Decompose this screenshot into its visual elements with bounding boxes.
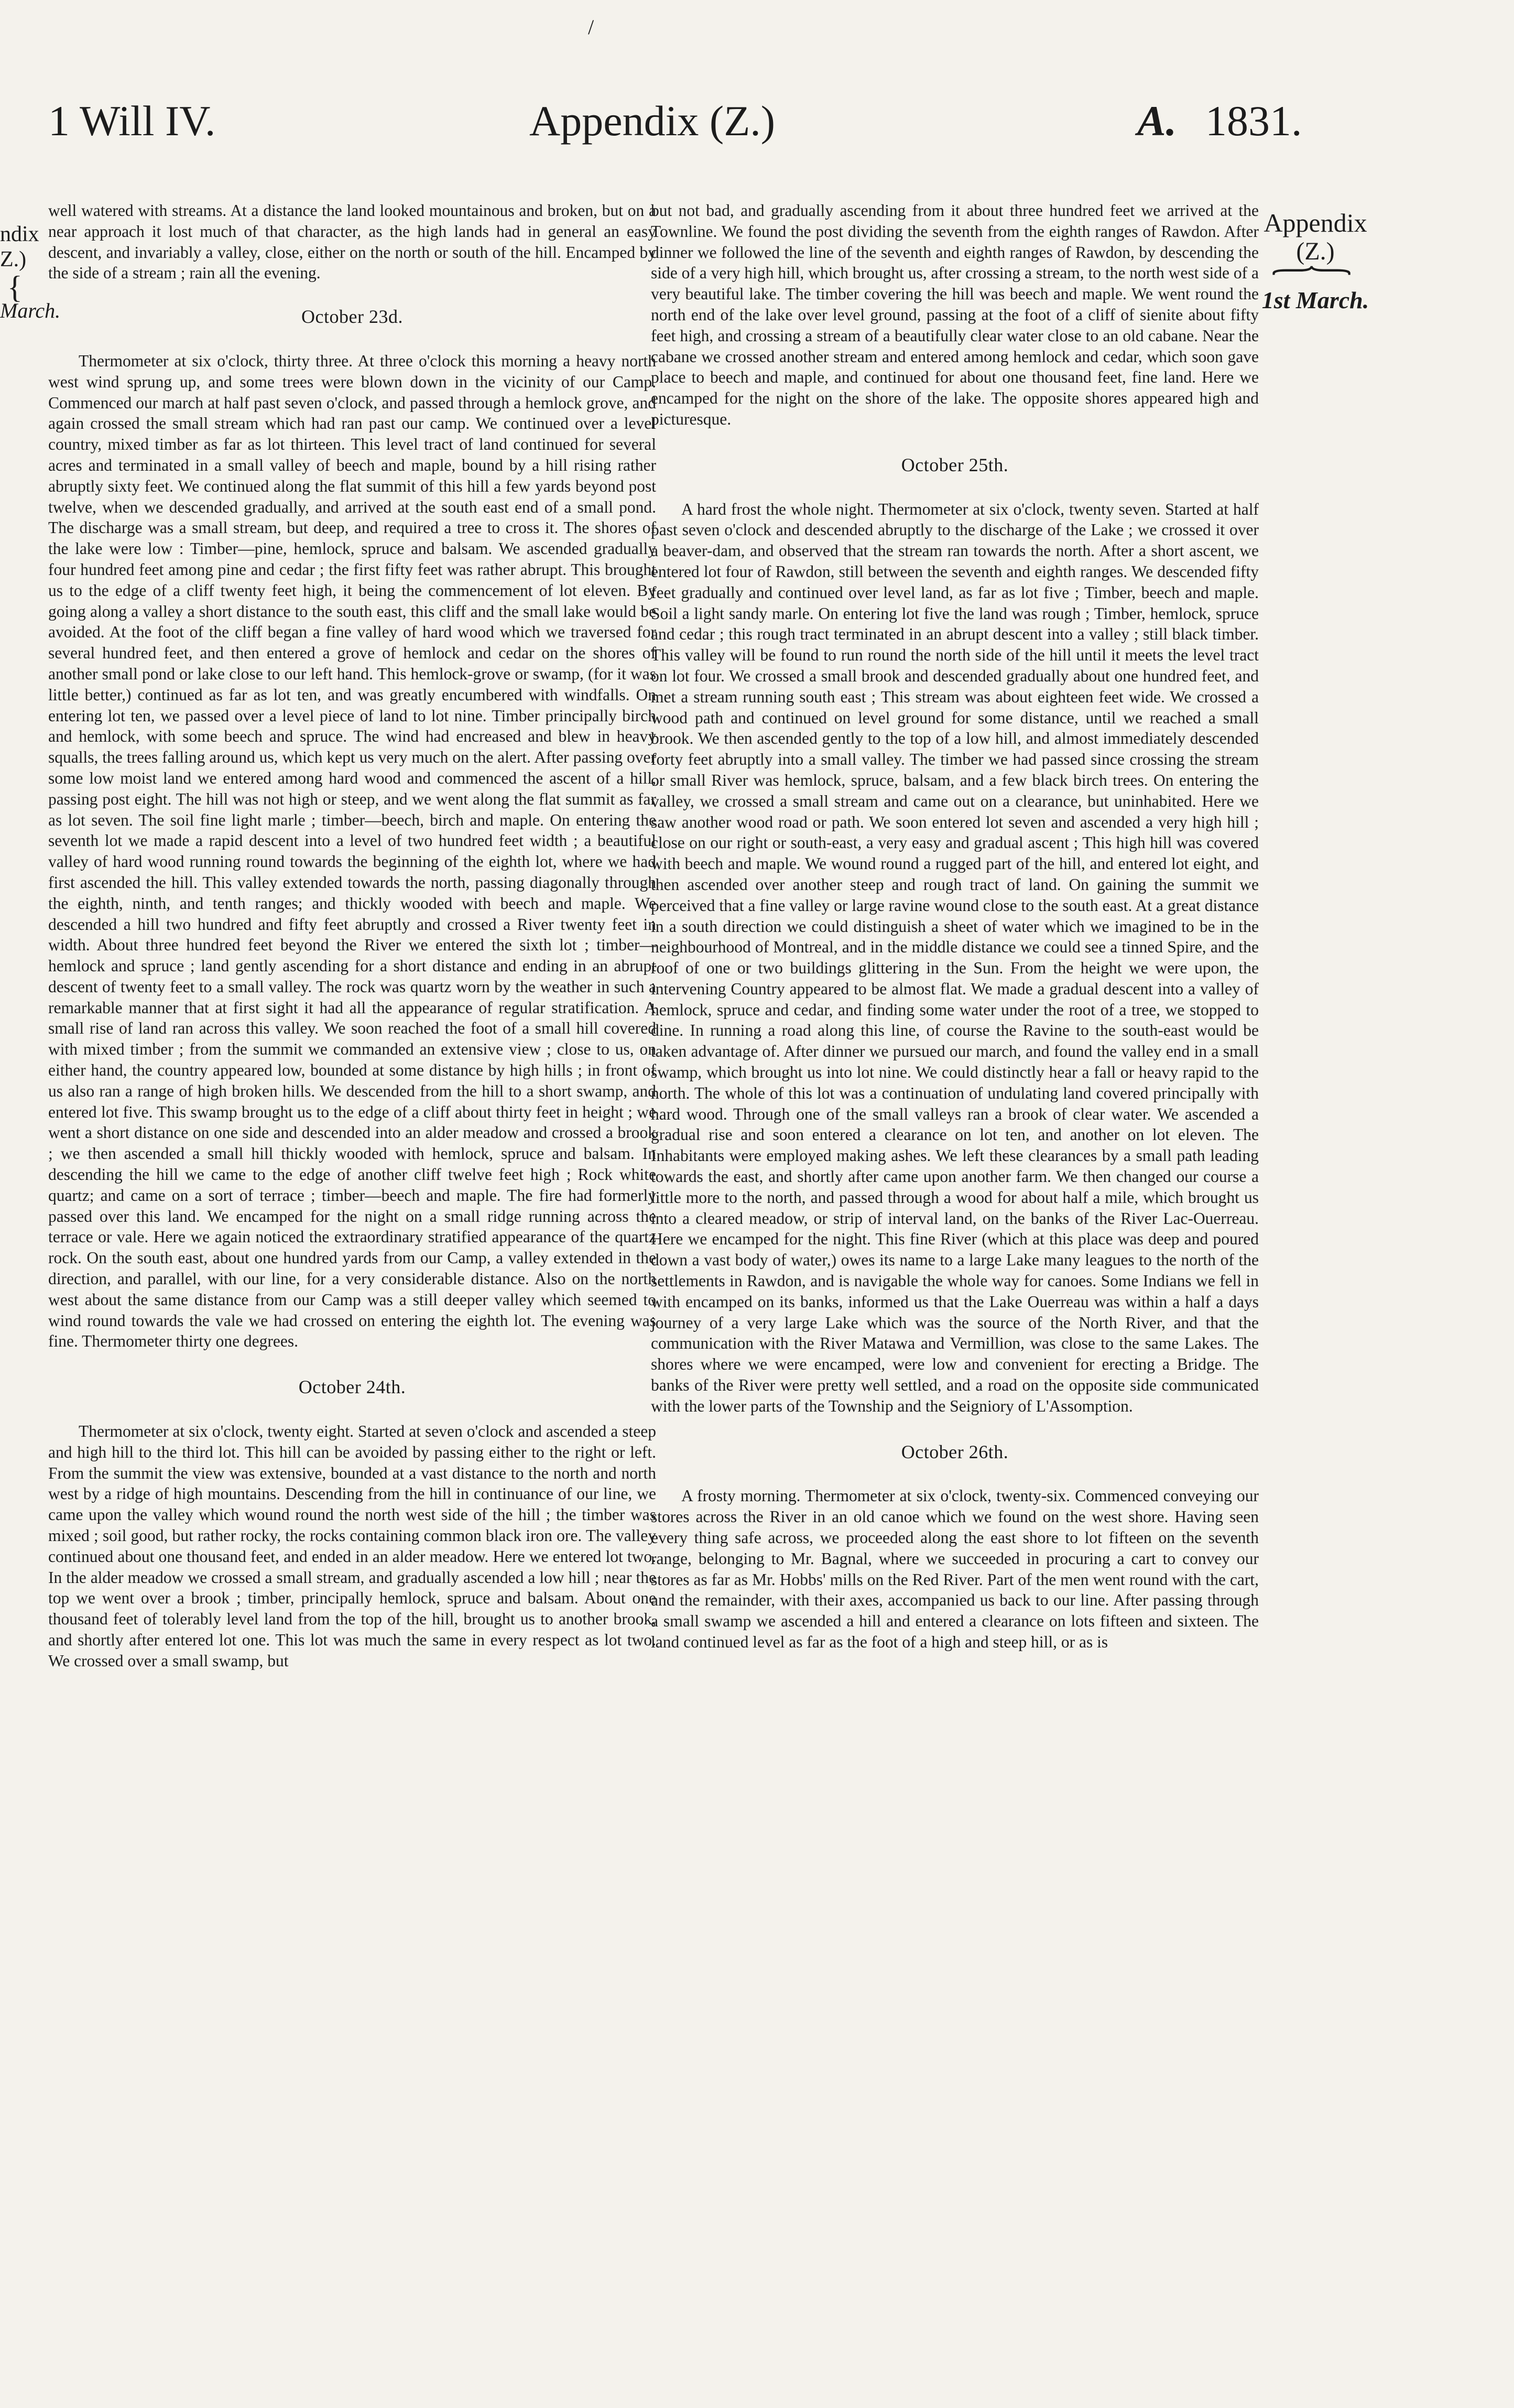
header-year-prefix: A.	[1137, 97, 1177, 145]
right-opening-paragraph: but not bad, and gradually ascending from it about three hundred feet we arrived at the Townline. We found the post dividing the seventh from the eighth ranges of Rawdon. After dinner we followed the line of the seventh and eighth ranges of Rawdon, by descending the side of a very high hill, which brought us, after crossing a stream, to the north west side of a very beautiful lake. The timber covering the hill was beech and maple. We went round the north end of the lake over level ground, passing at the foot of a cliff of sienite about fifty feet high, and crossing a stream of a beautifully clear water close to an old cabane. Near the cabane we crossed another stream and entered among hemlock and cedar, which soon gave place to beech and maple, and continued for about one thousand feet, fine land. Here we encamped for the night on the shore of the lake. The opposite shores appeared high and picturesque.	[651, 201, 1259, 428]
margin-right-line3: 1st March.	[1261, 287, 1369, 313]
heading-october-26: October 26th.	[901, 1441, 1009, 1462]
paragraph-october-23: Thermometer at six o'clock, thirty three. At three o'clock this morning a heavy north west wind sprung up, and some trees were blown down in the vicinity of our Camp. Commenced our march at half past seven o'clock, and passed through a hemlock grove, and again crossed the small stream which had ran past our camp. We continued over a level country, mixed timber as far as lot thirteen. This level tract of land continued for several acres and terminated in a small valley of beech and maple, bound by a hill rising rather abruptly sixty feet. We continued along the flat summit of this hill a few yards beyond post twelve, when we descended gradually, and arrived at the south east end of a small pond. The discharge was a small stream, but deep, and required a tree to cross it. The shores of the lake were low : Timber—pine, hemlock, spruce and balsam. We ascended gradually four hundred feet among pine and cedar ; the first fifty feet was rather abrupt. This brought us to the edge of a cliff twenty feet high, it being the commencement of lot eleven. By going along a valley a short distance to the south east, this cliff and the small lake would be avoided. At the foot of the cliff began a fine valley of hard wood which we traversed for several hundred feet, and then entered a grove of hemlock and cedar on the shores of another small pond or lake close to our left hand. This hemlock-grove or swamp, (for it was little better,) continued as far as lot ten, and was greatly encumbered with windfalls. On entering lot ten, we passed over a level piece of land to lot nine. Timber principally birch and hemlock, with some beech and spruce. The wind had encreased and blew in heavy squalls, the trees falling around us, which kept us very much on the alert. After passing over some low moist land we entered among hard wood and commenced the ascent of a hill, passing post eight. The hill was not high or steep, and we went along the flat summit as far as lot seven. The soil fine light marle ; timber—beech, birch and maple. On entering the seventh lot we made a rapid descent into a level of two hundred feet width ; a beautiful valley of hard wood running round towards the beginning of the eighth lot, where we had first ascended the hill. This valley extended towards the north, passing diagonally through the eighth, ninth, and tenth ranges; and thickly wooded with beech and maple. We descended a hill two hundred and fifty feet abruptly and crossed a River twenty feet in width. About three hundred feet beyond the River we entered the sixth lot ; timber—hemlock and spruce ; land gently ascending for a short distance and ending in an abrupt descent of twenty feet to a small valley. The rock was quartz worn by the weather in such a remarkable manner that at first sight it had all the appearance of regular stratification. A small rise of land ran across this valley. We soon reached the foot of a small hill covered with mixed timber ; from the summit we commanded an extensive view ; close to us, on either hand, the country appeared low, bounded at some distance by high hills ; in front of us also ran a range of high broken hills. We descended from the hill to a short swamp, and entered lot five. This swamp brought us to the edge of a cliff about thirty feet in height ; we went a short distance on one side and descended into an alder meadow and crossed a brook ; we then ascended a small hill thickly wooded with hemlock, spruce and balsam. In descending the hill we came to the edge of another cliff twelve feet high ; Rock white quartz; and came on a sort of terrace ; timber—beech and maple. The fire had formerly passed over this land. We encamped for the night on a small ridge running across the terrace or vale. Here we again noticed the extraordinary stratified appearance of the quartz rock. On the south east, about one hundred yards from our Camp, a valley extended in the direction, and parallel, with our line, for a very considerable distance. Also on the north west about the same distance from our Camp was a still deeper valley which seemed to wind round towards the vale we had crossed on entering the eighth lot. The evening was fine. Thermometer thirty one degrees.	[48, 351, 656, 1351]
margin-right-brace-icon: {	[1263, 263, 1368, 278]
left-column	[48, 200, 656, 1672]
margin-left-brace-icon: {	[7, 270, 23, 305]
paragraph-october-25: A hard frost the whole night. Thermometer at six o'clock, twenty seven. Started at half past seven o'clock and descended abruptly to the discharge of the Lake ; we crossed it over a beaver-dam, and observed that the stream ran towards the north. After a short ascent, we entered lot four of Rawdon, still between the seventh and eighth ranges. We descended fifty feet gradually and continued over level land, as far as lot five ; Timber, beech and maple. Soil a light sandy marle. On entering lot five the land was rough ; Timber, hemlock, spruce and cedar ; this rough tract terminated in an abrupt descent into a valley ; still black timber. This valley will be found to run round the north side of the hill until it meets the level tract on lot four. We crossed a small brook and descended gradually about one hundred feet, and met a stream running south east ; This stream was about eighteen feet wide. We crossed a wood path and continued on level ground for some distance, until we reached a small brook. We then ascended gently to the top of a low hill, and almost immediately descended forty feet abruptly into a small valley. The timber we had passed since crossing the stream or small River was hemlock, spruce, balsam, and a few black birch trees. On entering the valley, we crossed a small stream and came out on a clearance, but uninhabited. Here we saw another wood road or path. We soon entered lot seven and ascended a very high hill ; close on our right or south-east, a very easy and gradual ascent ; This high hill was covered with beech and maple. We wound round a rugged part of the hill, and entered lot eight, and then ascended over another steep and rough tract of land. On gaining the summit we perceived that a fine valley or large ravine wound close to the south east. At a great distance in a south direction we could distinguish a sheet of water which we imagined to be in the neighbourhood of Montreal, and in the middle distance we could see a tinned Spire, and the roof of one or two buildings glittering in the Sun. From the height we were upon, the intervening Country appeared to be almost flat. We made a gradual descent into a valley of hemlock, spruce and cedar, and finding some water under the root of a tree, we stopped to dine. In running a road along this line, of course the Ravine to the south-east would be taken advantage of. After dinner we pursued our march, and found the valley end in a small swamp, which brought us into lot nine. We could distinctly hear a fall or heavy rapid to the north. The whole of this lot was a continuation of undulating land covered principally with hard wood. Through one of the small valleys ran a brook of clear water. We ascended a gradual rise and soon entered a clearance on lot ten, and another on lot eleven. The Inhabitants were employed making ashes. We left these clearances by a small path leading towards the east, and shortly after came upon another farm. We then changed our course a little more to the north, and passed through a wood for about half a mile, which brought us into a cleared meadow, or strip of interval land, on the banks of the River Lac-Ouerreau. Here we encamped for the night. This fine River (which at this place was deep and poured down a vast body of water,) owes its name to a large Lake many leagues to the north of the settlements in Rawdon, and is navigable the whole way for canoes. Some Indians we fell in with encamped on its banks, informed us that the Lake Ouerreau was within a half a days journey of a very large Lake which was the source of the North River, and that the communication with the River Matawa and Vermillion, was close to the same Lakes. The shores where we were encamped, were low and convenient for erecting a Bridge. The banks of the River were pretty well settled, and a road on the opposite side communicated with the lower parts of the Township and the Seigniory of L'Assomption.	[651, 500, 1259, 1415]
margin-left-line3: March.	[0, 299, 61, 322]
heading-october-24: October 24th.	[298, 1376, 406, 1398]
margin-right-line2: (Z.)	[1296, 237, 1335, 265]
paragraph-october-26: A frosty morning. Thermometer at six o'clock, twenty-six. Commenced conveying our stores across the River in an old canoe which we found on the west shore. Having seen every thing safe across, we proceeded along the east shore to lot fifteen on the seventh range, belonging to Mr. Bagnal, where we succeeded in procuring a cart to convey our stores as far as Mr. Hobbs' mills on the Red River. Part of the men went round with the cart, and the remainder, with their axes, accompanied us back to our line. After passing through a small swamp we ascended a hill and entered a clearance on lots fifteen and sixteen. The land continued level as far as the foot of a high and steep hill, or as is	[651, 1487, 1259, 1651]
right-column	[651, 200, 1259, 1653]
header-title: Appendix (Z.)	[529, 97, 776, 145]
heading-october-25: October 25th.	[901, 454, 1009, 475]
heading-october-23: October 23d.	[301, 306, 403, 328]
left-opening-paragraph: well watered with streams. At a distance the land looked mountainous and broken, but on a near approach it lost much of that character, as the high lands had in general an easy descent, and invariably a valley, close, either on the north or south of the hill. Encamped by the side of a stream ; rain all the evening.	[48, 201, 656, 283]
margin-left-line2: Z.)	[0, 247, 27, 272]
margin-right-line1: Appendix	[1264, 208, 1367, 237]
paragraph-october-24: Thermometer at six o'clock, twenty eight. Started at seven o'clock and ascended a steep and high hill to the third lot. This hill can be avoided by passing either to the right or left. From the summit the view was extensive, bounded at a vast distance to the north and north west by a ridge of high mountains. Descending from the hill in continuance of our line, we came upon the valley which wound round the north west side of the hill ; the timber was mixed ; soil good, but rather rocky, the rocks containing common black iron ore. The valley continued about one thousand feet, and ended in an alder meadow. Here we entered lot two. In the alder meadow we crossed a small stream, and gradually ascended a low hill ; near the top we went over a brook ; timber, principally hemlock, spruce and balsam. About one thousand feet of tolerably level land from the top of the hill, brought us to another brook, and shortly after entered lot one. This lot was much the same in every respect as lot two. We crossed over a small swamp, but	[48, 1422, 656, 1670]
header-year: 1831.	[1205, 97, 1302, 145]
header-reign: 1 Will IV.	[48, 97, 216, 145]
margin-left-line1: ndix	[0, 222, 39, 246]
top-mark: /	[588, 15, 594, 39]
